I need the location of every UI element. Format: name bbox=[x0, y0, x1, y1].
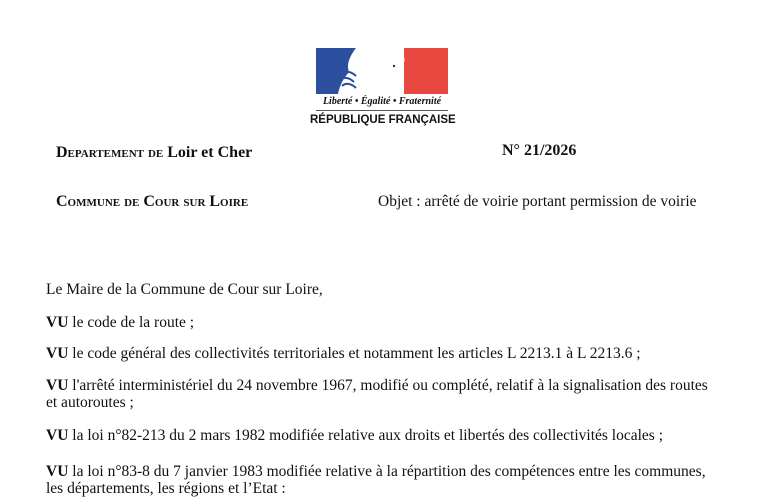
departement-heading bbox=[56, 144, 252, 162]
vu-label: VU bbox=[46, 427, 69, 444]
commune-heading: Commune de Cour sur Loire bbox=[56, 193, 249, 210]
intro-paragraph: Le Maire de la Commune de Cour sur Loire, bbox=[46, 281, 323, 298]
arrete-number: N° 21/2026 bbox=[502, 142, 577, 159]
visa-paragraph bbox=[46, 377, 711, 411]
arrete-object: Objet : arrêté de voirie portant permission de voirie bbox=[378, 193, 697, 210]
visa-paragraph bbox=[46, 314, 726, 331]
visa-text: le code de la route ; bbox=[68, 314, 195, 331]
visa-paragraph bbox=[46, 345, 726, 362]
motto: Liberté • Égalité • Fraternité bbox=[322, 96, 442, 107]
vu-label: VU bbox=[46, 314, 69, 331]
vu-label: VU bbox=[46, 345, 69, 362]
visa-paragraph bbox=[46, 463, 711, 497]
visa-text: la loi n°82-213 du 2 mars 1982 modifiée relative aux droits et libertés des collectivités locales ; bbox=[68, 427, 663, 444]
vu-label: VU bbox=[46, 463, 69, 480]
marianne-logo bbox=[316, 48, 448, 94]
departement-label: Departement de bbox=[56, 144, 164, 161]
divider bbox=[316, 110, 448, 111]
visa-text: le code général des collectivités territoriales et notamment les articles L 2213.1 à L 2213.6 ; bbox=[68, 345, 641, 362]
vu-label: VU bbox=[46, 377, 69, 394]
visa-text: l'arrêté interministériel du 24 novembre 1967, modifié ou complété, relatif à la signalisation des routes et autoroutes ; bbox=[46, 377, 708, 411]
visa-paragraph bbox=[46, 427, 726, 444]
visa-text: la loi n°83-8 du 7 janvier 1983 modifiée relative à la répartition des compétences entre les communes, les départements, les régions et l’Etat : bbox=[46, 463, 706, 497]
republic-label: RÉPUBLIQUE FRANÇAISE bbox=[310, 114, 456, 126]
departement-name: Loir et Cher bbox=[167, 144, 253, 161]
